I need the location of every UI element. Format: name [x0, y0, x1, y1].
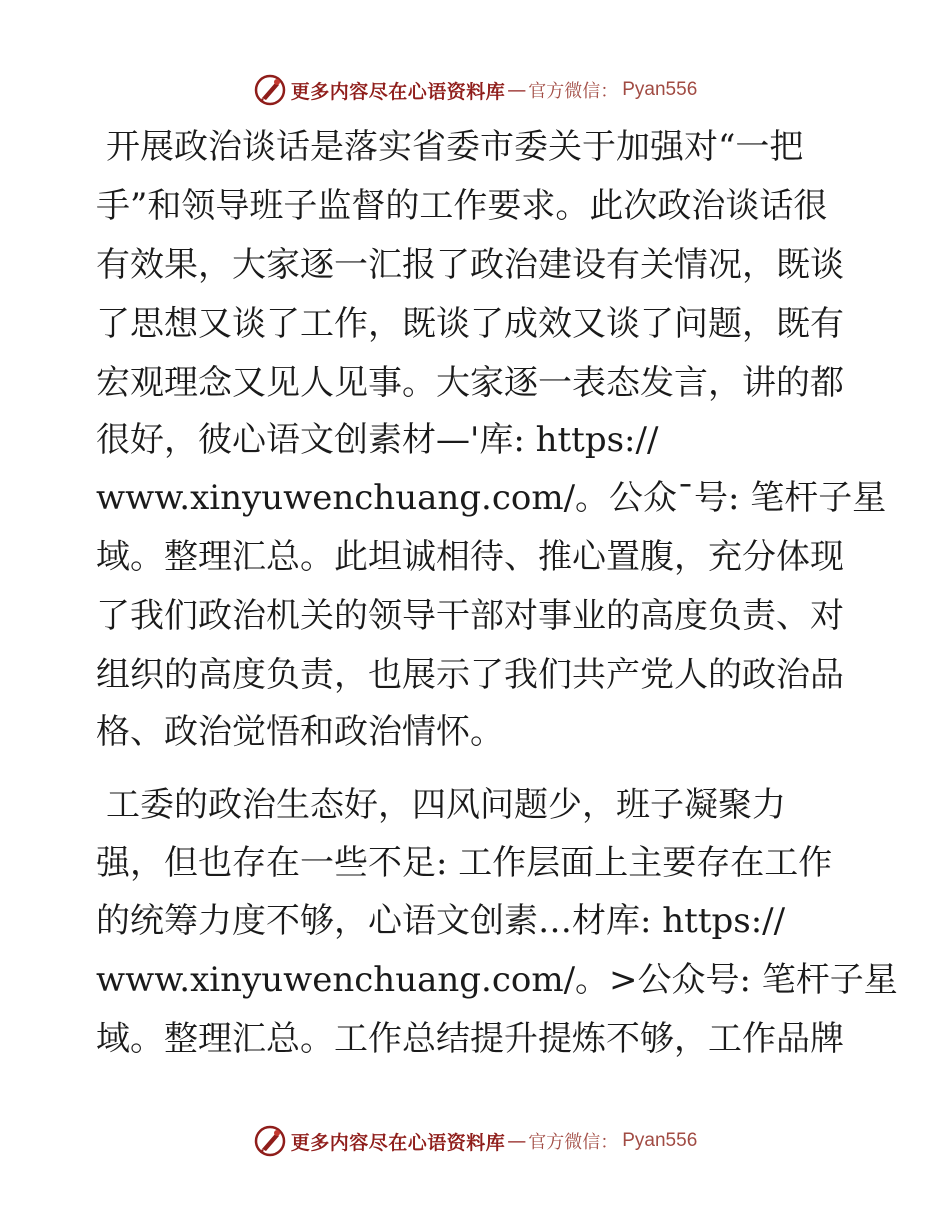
text-line: 域。整理汇总。此坦诚相待、推心置腹，充分体现: [96, 537, 844, 577]
header-wechat-id: Pyan556: [622, 79, 698, 100]
footer-wechat-id: Pyan556: [622, 1130, 698, 1151]
text-line: 了思想又谈了工作，既谈了成效又谈了问题，既有: [96, 304, 844, 344]
header-slogan: 更多内容尽在心语资料库: [290, 80, 506, 103]
header-banner: [0, 72, 950, 108]
text-line: 工委的政治生态好，四风问题少，班子凝聚力: [106, 785, 786, 825]
header-dash: —: [507, 79, 527, 101]
header-wechat-label: 官方微信：: [528, 81, 619, 102]
pen-logo-icon: [253, 73, 287, 107]
text-line: www.xinyuwenchuang.com/。>公众号: 笔杆子星: [96, 960, 898, 1000]
pen-logo-icon: [253, 1124, 287, 1158]
text-line: 有效果，大家逐一汇报了政治建设有关情况，既谈: [96, 245, 844, 285]
footer-banner: [0, 1123, 950, 1159]
text-line: 格、政治觉悟和政治情怀。: [96, 712, 504, 752]
text-line: 手”和领导班子监督的工作要求。此次政治谈话很: [96, 186, 828, 226]
footer-slogan: 更多内容尽在心语资料库: [290, 1131, 506, 1154]
text-line: 宏观理念又见人见事。大家逐一表态发言，讲的都: [96, 363, 844, 403]
text-line: 的统筹力度不够，心语文创素…材库: https://: [96, 901, 786, 941]
footer-dash: —: [507, 1130, 527, 1152]
text-line: 了我们政治机关的领导干部对事业的高度负责、对: [96, 596, 844, 636]
text-line: 域。整理汇总。工作总结提升提炼不够，工作品牌: [96, 1019, 844, 1059]
text-line: 很好，彼心语文创素材—'库: https://: [96, 420, 659, 460]
footer-wechat-label: 官方微信：: [528, 1132, 619, 1153]
text-line: 组织的高度负责，也展示了我们共产党人的政治品: [96, 655, 844, 695]
text-line: www.xinyuwenchuang.com/。公众¯号: 笔杆子星: [96, 478, 887, 518]
text-line: 开展政治谈话是落实省委市委关于加强对“一把: [106, 127, 804, 167]
text-line: 强，但也存在一些不足: 工作层面上主要存在工作: [96, 843, 833, 883]
